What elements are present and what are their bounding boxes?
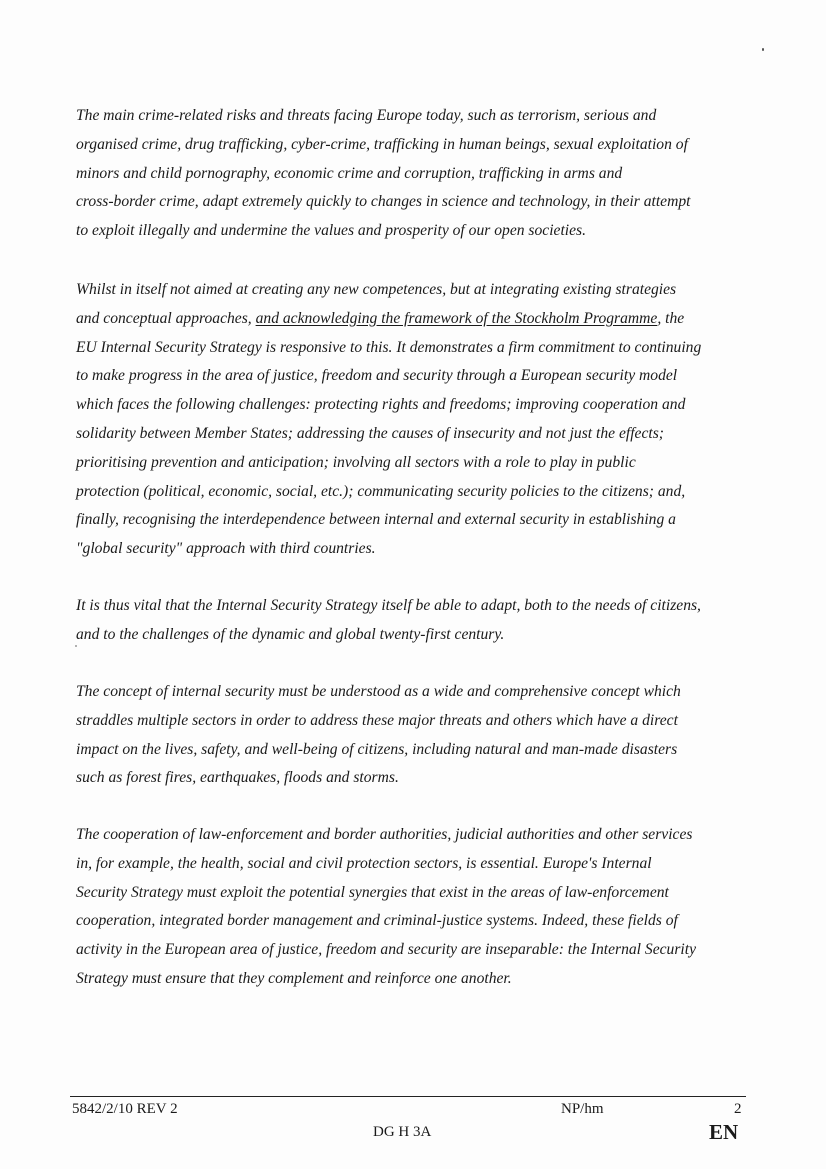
scan-speck (762, 48, 764, 51)
paragraph-line: in, for example, the health, social and civil protection sectors, is essential. Europe's Internal (76, 854, 652, 872)
paragraph-line: activity in the European area of justice, freedom and security are inseparable: the Internal Security (76, 941, 696, 959)
footer-page-number: 2 (734, 1101, 742, 1117)
paragraph-line: and to the challenges of the dynamic and global twenty-first century. (76, 625, 505, 643)
paragraph-line: The cooperation of law-enforcement and border authorities, judicial authorities and other services (76, 826, 693, 843)
paragraph-adapt-needs (76, 592, 756, 650)
footer-rule (70, 1096, 746, 1097)
paragraph-line: to make progress in the area of justice, freedom and security through a European security model (76, 367, 678, 385)
paragraph-line: solidarity between Member States; addressing the causes of insecurity and not just the effects; (76, 424, 664, 442)
paragraph-line: impact on the lives, safety, and well-being of citizens, including natural and man-made disasters (76, 740, 678, 758)
footer-dg: DG H 3A (373, 1124, 432, 1140)
footer-doc-ref: 5842/2/10 REV 2 (72, 1101, 178, 1117)
paragraph-line: straddles multiple sectors in order to address these major threats and others which have a direct (76, 711, 678, 729)
paragraph-line: The concept of internal security must be understood as a wide and comprehensive concept which (76, 683, 681, 700)
underlined-stockholm-reference: and acknowledging the framework of the Stockholm Programme (255, 309, 658, 327)
paragraph-line: EU Internal Security Strategy is responsive to this. It demonstrates a firm commitment to continuing (76, 338, 702, 356)
paragraph-line: minors and child pornography, economic crime and corruption, trafficking in arms and (76, 164, 623, 182)
paragraph-line: cooperation, integrated border management and criminal-justice systems. Indeed, these fields of (76, 912, 678, 930)
paragraph-crime-risks (76, 102, 756, 246)
text-segment: , the (657, 309, 685, 327)
paragraph-line: protection (political, economic, social, etc.); communicating security policies to the citizens; and, (76, 482, 686, 500)
paragraph-cooperation (76, 821, 756, 994)
paragraph-line: prioritising prevention and anticipation; involving all sectors with a role to play in public (76, 453, 636, 471)
text-segment: and conceptual approaches, (76, 309, 256, 327)
paragraph-line: Security Strategy must exploit the potential synergies that exist in the areas of law-enforcement (76, 883, 669, 901)
paragraph-line: which faces the following challenges: protecting rights and freedoms; improving cooperation and (76, 396, 686, 414)
paragraph-line: organised crime, drug trafficking, cyber-crime, trafficking in human beings, sexual exploitation of (76, 135, 688, 153)
paragraph-line: cross-border crime, adapt extremely quickly to changes in science and technology, in their attempt (76, 193, 691, 211)
paragraph-line-with-underline (76, 305, 756, 334)
footer-initials: NP/hm (561, 1101, 604, 1117)
paragraph-line: Whilst in itself not aimed at creating any new competences, but at integrating existing strategies (76, 281, 677, 298)
footer-language: EN (709, 1120, 739, 1144)
paragraph-internal-security-concept (76, 678, 756, 793)
paragraph-line: Strategy must ensure that they complement and reinforce one another. (76, 969, 512, 987)
paragraph-strategy-commitment (76, 276, 756, 564)
paragraph-line: "global security" approach with third countries. (76, 540, 376, 558)
paragraph-line: to exploit illegally and undermine the values and prosperity of our open societies. (76, 222, 587, 240)
paragraph-line: It is thus vital that the Internal Security Strategy itself be able to adapt, both to the needs of citizens, (76, 597, 701, 614)
paragraph-line: The main crime-related risks and threats facing Europe today, such as terrorism, serious and (76, 107, 657, 124)
paragraph-line: finally, recognising the interdependence between internal and external security in establishing a (76, 511, 676, 529)
paragraph-line: such as forest fires, earthquakes, floods and storms. (76, 769, 399, 787)
